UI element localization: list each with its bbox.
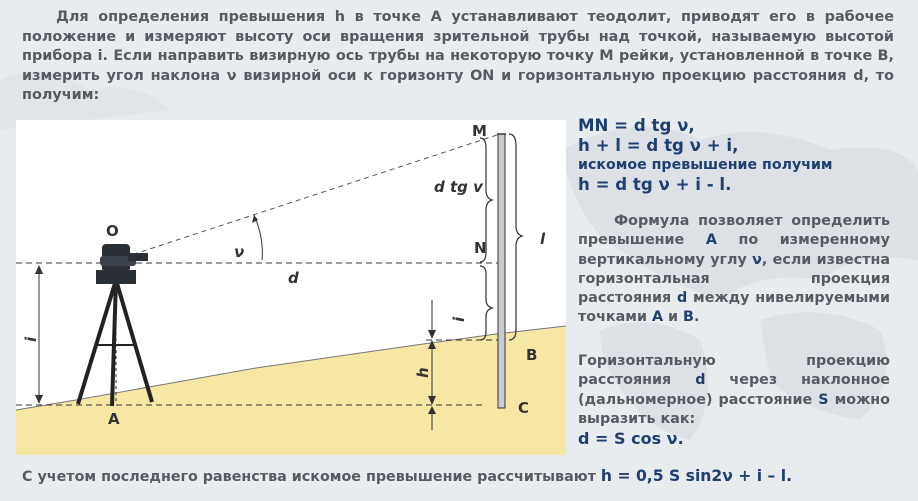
- intro-paragraph: Для определения превышения h в точке А устанавливают теодолит, приводят его в рабочее положение и измеряют высоту оси вращения зрительной трубы над точкой, называемую высотой прибора i. Если направить визирную ось трубы на некоторую точку М рейки, установленной в точке В, измерить угол наклона ν визирной оси к горизонту ON и горизонтальную проекцию расстояния d, то получим:: [22, 9, 894, 104]
- equations-block: [578, 116, 890, 195]
- label-b: B: [526, 346, 538, 364]
- label-dtgv: d tg v: [434, 178, 483, 196]
- equation-3: h = d tg ν + i - l.: [578, 175, 732, 194]
- label-c: C: [518, 399, 530, 417]
- label-i-left: i: [22, 336, 40, 342]
- equation-2: h + l = d tg ν + i,: [578, 136, 739, 155]
- leveling-staff: [498, 134, 505, 408]
- distance-paragraph: Горизонтальную проекцию расстояния d через наклонное (дальномерное) расстояние S можно выразить как: d = S cos ν.: [578, 353, 891, 449]
- label-n: N: [474, 239, 487, 257]
- equation-1: MN = d tg ν,: [578, 116, 695, 135]
- label-m: M: [472, 122, 487, 140]
- label-nu: ν: [234, 243, 245, 261]
- label-o: O: [106, 222, 119, 240]
- equation-note: искомое превышение получим: [578, 157, 833, 173]
- formula-explanation: Формула позволяет определить превышение А по измеренному вертикальному углу ν, если известна горизонтальная проекция расстояния d между нивелируемыми точками А и В.: [578, 213, 891, 326]
- theodolite-diagram: [16, 120, 566, 455]
- label-l: l: [540, 230, 546, 248]
- final-formula: h = 0,5 S sin2ν + i – l.: [600, 467, 793, 485]
- distance-formula: d = S cos ν.: [578, 429, 684, 449]
- label-h: h: [414, 367, 432, 378]
- label-i-right: i: [450, 316, 468, 322]
- label-d: d: [288, 269, 299, 287]
- label-a: A: [108, 410, 120, 428]
- footer-formula-line: С учетом последнего равенства искомое превышение рассчитывают h = 0,5 S sin2ν + i – l.: [22, 467, 793, 485]
